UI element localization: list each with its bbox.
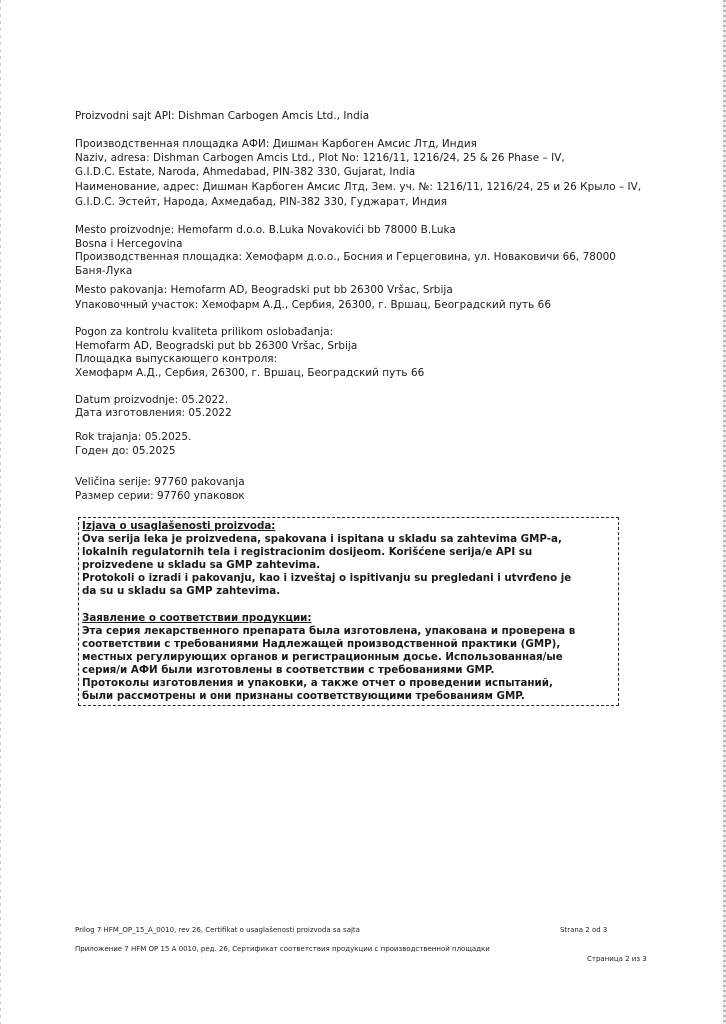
conformity-declaration-box bbox=[78, 517, 619, 706]
api-address-ru-2: G.I.D.C. Эстейт, Народа, Ахмедабад, PIN-382 330, Гуджарат, Индия bbox=[75, 196, 448, 208]
batch-size-ru: Размер серии: 97760 упаковок bbox=[75, 490, 245, 502]
declaration-text-ru: были рассмотрены и они признаны соответствующими требованиям GMP. bbox=[82, 690, 525, 702]
declaration-text-sr: Protokoli o izradi i pakovanju, kao i izveštaj o ispitivanju su pregledani i utvrđeno je bbox=[82, 572, 572, 584]
manufacturing-site-sr-1: Mesto proizvodnje: Hemofarm d.o.o. B.Luka Novakovići bb 78000 B.Luka bbox=[75, 224, 456, 236]
declaration-text-sr: Ova serija leka je proizvedena, spakovana i ispitana u skladu sa zahtevima GMP-a, bbox=[82, 533, 562, 545]
declaration-heading-sr: Izjava o usaglašenosti proizvoda: bbox=[82, 520, 276, 532]
expiry-date-ru: Годен до: 05.2025 bbox=[75, 445, 176, 457]
api-address-sr-2: G.I.D.C. Estate, Naroda, Ahmedabad, PIN-382 330, Gujarat, India bbox=[75, 166, 416, 178]
api-site-ru: Производственная площадка АФИ: Дишман Карбоген Амсис Лтд, Индия bbox=[75, 138, 477, 150]
footer-annex-ru: Приложение 7 HFM OP 15 A 0010, ред. 26, Сертификат соответствия продукции с производственной площадки bbox=[75, 945, 490, 953]
packaging-site-ru: Упаковочный участок: Хемофарм А.Д., Сербия, 26300, г. Вршац, Београдский путь 66 bbox=[75, 299, 551, 311]
manufacturing-site-ru-2: Баня-Лука bbox=[75, 265, 133, 277]
manufacturing-site-sr-2: Bosna i Hercegovina bbox=[75, 238, 183, 250]
api-site-sr: Proizvodni sajt API: Dishman Carbogen Amcis Ltd., India bbox=[75, 110, 370, 122]
declaration-text-ru: Протоколы изготовления и упаковки, а также отчет о проведении испытаний, bbox=[82, 677, 553, 689]
packaging-site-sr: Mesto pakovanja: Hemofarm AD, Beogradski put bb 26300 Vršac, Srbija bbox=[75, 284, 453, 296]
batch-size-sr: Veličina serije: 97760 pakovanja bbox=[75, 476, 245, 488]
footer-page-sr: Strana 2 od 3 bbox=[560, 926, 608, 934]
qc-release-site-sr: Hemofarm AD, Beogradski put bb 26300 Vršac, Srbija bbox=[75, 340, 358, 352]
footer-annex-sr: Prilog 7 HFM_OP_15_A_0010, rev 26, Certifikat o usaglašenosti proizvoda sa sajta bbox=[75, 926, 360, 934]
api-address-ru-1: Наименование, адрес: Дишман Карбоген Амсис Лтд, Зем. уч. №: 1216/11, 1216/24, 25 и 26 Крыло – IV, bbox=[75, 181, 642, 193]
declaration-text-sr: proizvedene u skladu sa GMP zahtevima. bbox=[82, 559, 321, 571]
qc-release-site-ru: Хемофарм А.Д., Сербия, 26300, г. Вршац, Београдский путь 66 bbox=[75, 367, 425, 379]
manufacturing-date-ru: Дата изготовления: 05.2022 bbox=[75, 407, 232, 419]
declaration-text-ru: местных регулирующих органов и регистрационным досье. Использованная/ые bbox=[82, 651, 563, 663]
footer-page-ru: Страница 2 из 3 bbox=[587, 955, 647, 963]
declaration-text-sr: lokalnih regulatornih tela i registracionim dosijeom. Korišćene serija/e API su bbox=[82, 546, 533, 558]
declaration-heading-ru: Заявление о соответствии продукции: bbox=[82, 612, 312, 624]
manufacturing-site-ru-1: Производственная площадка: Хемофарм д.о.о., Босния и Герцеговина, ул. Новаковичи 66, 78000 bbox=[75, 251, 616, 263]
expiry-date-sr: Rok trajanja: 05.2025. bbox=[75, 431, 192, 443]
declaration-text-sr: da su u skladu sa GMP zahtevima. bbox=[82, 585, 281, 597]
declaration-text-ru: серия/и АФИ были изготовлены в соответствии с требованиями GMP. bbox=[82, 664, 495, 676]
declaration-text-ru: соответствии с требованиями Надлежащей производственной практики (GMP), bbox=[82, 638, 561, 650]
qc-release-site-ru-label: Площадка выпускающего контроля: bbox=[75, 353, 278, 365]
api-address-sr-1: Naziv, adresa: Dishman Carbogen Amcis Ltd., Plot No: 1216/11, 1216/24, 25 & 26 Phase – IV, bbox=[75, 152, 565, 164]
manufacturing-date-sr: Datum proizvodnje: 05.2022. bbox=[75, 394, 229, 406]
qc-release-site-sr-label: Pogon za kontrolu kvaliteta prilikom oslobađanja: bbox=[75, 326, 334, 338]
scan-edge-left bbox=[0, 0, 1, 1024]
declaration-text-ru: Эта серия лекарственного препарата была изготовлена, упакована и проверена в bbox=[82, 625, 576, 637]
